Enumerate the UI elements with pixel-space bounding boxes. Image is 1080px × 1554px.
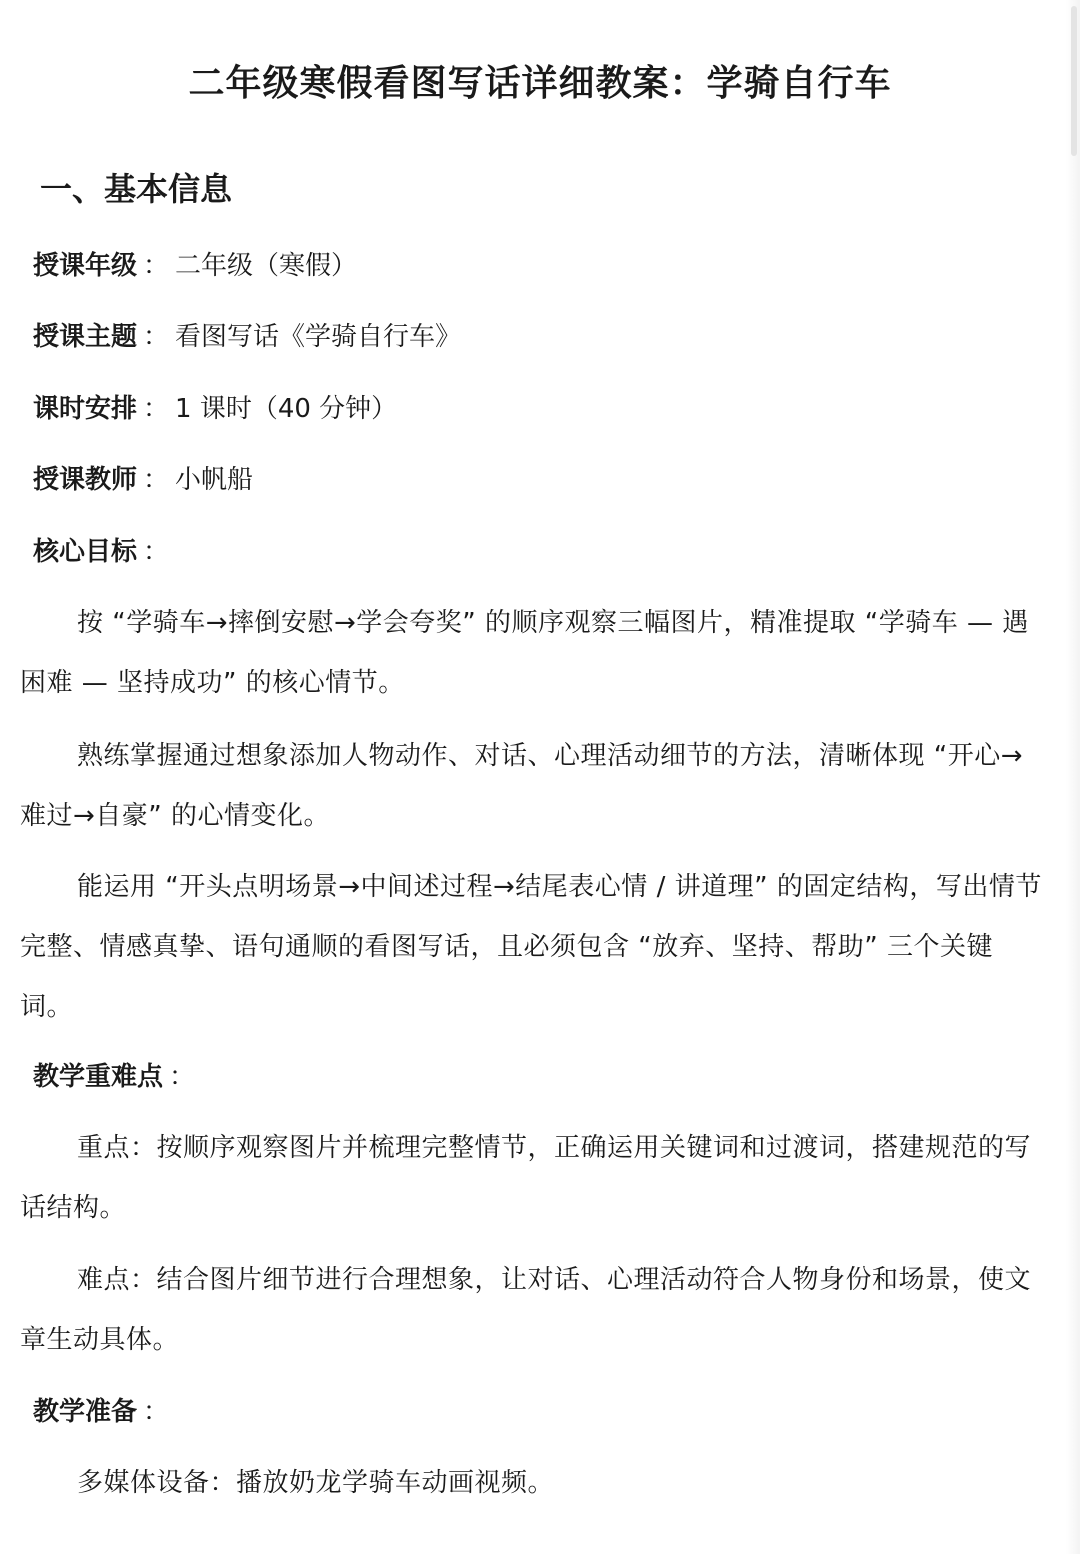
- key-points-heading: [33, 1057, 201, 1097]
- info-label: 授课教师: [33, 465, 138, 495]
- info-grade: [33, 246, 357, 286]
- colon: ：: [143, 465, 170, 495]
- info-label: 授课主题: [33, 322, 138, 352]
- goal-item-2: 熟练掌握通过想象添加人物动作、对话、心理活动细节的方法，清晰体现 “开心→难过→自豪” 的心情变化。: [20, 741, 1024, 831]
- colon: ：: [143, 322, 170, 352]
- key-points-label: 教学重难点: [33, 1062, 164, 1092]
- goal-item-3: 能运用 “开头点明场景→中间述过程→结尾表心情 / 讲道理” 的固定结构，写出情节完整、情感真挚、语句通顺的看图写话，且必须包含 “放弃、坚持、帮助” 三个关键词。: [20, 872, 1042, 1022]
- info-value: 小帆船: [175, 465, 254, 495]
- preparation-item-1: 多媒体设备：播放奶龙学骑车动画视频。: [77, 1468, 555, 1498]
- key-point-emphasis: 重点：按顺序观察图片并梳理完整情节，正确运用关键词和过渡词，搭建规范的写话结构。: [20, 1133, 1032, 1223]
- preparation-heading: [33, 1392, 175, 1432]
- info-value: 二年级（寒假）: [175, 251, 358, 281]
- section-heading-basic-info: 一、基本信息: [40, 170, 233, 208]
- colon: ：: [143, 1397, 170, 1427]
- colon: ：: [169, 1062, 196, 1092]
- key-point-difficulty: 难点：结合图片细节进行合理想象，让对话、心理活动符合人物身份和场景，使文章生动具体。: [20, 1265, 1032, 1355]
- info-value: 看图写话《学骑自行车》: [175, 322, 462, 352]
- info-schedule: [33, 389, 397, 429]
- goals-heading: [33, 532, 175, 572]
- info-topic: [33, 317, 461, 357]
- info-teacher: [33, 460, 253, 500]
- scrollbar-thumb[interactable]: [1071, 6, 1077, 156]
- preparation-label: 教学准备: [33, 1397, 138, 1427]
- info-label: 授课年级: [33, 251, 138, 281]
- colon: ：: [143, 251, 170, 281]
- info-value: 1 课时（40 分钟）: [175, 394, 398, 424]
- colon: ：: [143, 394, 170, 424]
- document-title: 二年级寒假看图写话详细教案：学骑自行车: [188, 63, 892, 104]
- goal-item-1: 按 “学骑车→摔倒安慰→学会夸奖” 的顺序观察三幅图片，精准提取 “学骑车 — 遇困难 — 坚持成功” 的核心情节。: [20, 608, 1029, 698]
- goals-label: 核心目标: [33, 537, 138, 567]
- colon: ：: [143, 537, 170, 567]
- info-label: 课时安排: [33, 394, 138, 424]
- scrollbar[interactable]: [1066, 0, 1080, 1554]
